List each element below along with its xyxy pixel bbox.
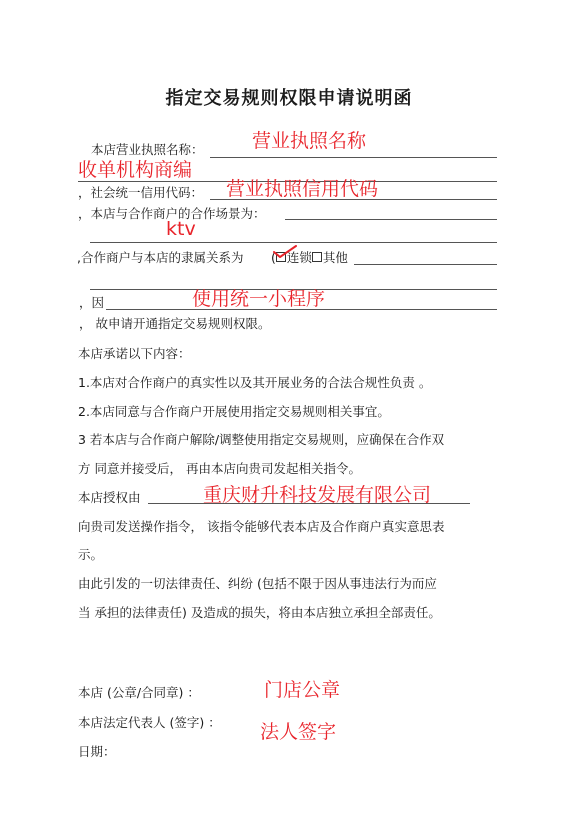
reason-suffix: ， 故申请开通指定交易规则权限。 xyxy=(79,316,271,331)
commitment-item-3-line-1: 3 若本店与合作商户解除/调整使用指定交易规则，应确保在合作双 xyxy=(78,432,445,447)
business-license-line xyxy=(210,157,497,158)
store-seal-label: 本店 (公章/合同章) ： xyxy=(78,685,200,700)
annotation-authorized-company: 重庆财升科技发展有限公司 xyxy=(203,484,432,506)
page-title: 指定交易规则权限申请说明函 xyxy=(165,88,413,109)
liability-line-2: 当 承担的法律责任) 及造成的损失，将由本店独立承担全部责任。 xyxy=(78,605,441,620)
paren-open: ( xyxy=(271,250,276,265)
liability-line-1: 由此引发的一切法律责任、纠纷 (包括不限于因从事违法行为而应 xyxy=(78,576,437,591)
reason-prefix: ，因 xyxy=(79,295,105,310)
annotation-store-seal: 门店公章 xyxy=(264,679,341,701)
credit-code-label: ，社会统一信用代码： xyxy=(78,185,204,200)
scene-line-2 xyxy=(90,242,497,243)
commitment-item-1: 1.本店对合作商户的真实性以及其开展业务的合法合规性负责 。 xyxy=(78,375,432,390)
annotation-reason: 使用统一小程序 xyxy=(192,288,326,310)
commitment-item-3-line-2: 方 同意并接受后， 再由本店向贵司发起相关指令。 xyxy=(78,461,361,476)
annotation-rep-signature: 法人签字 xyxy=(260,721,337,743)
annotation-scene: ktv xyxy=(166,218,196,240)
authorization-prefix: 本店授权由 xyxy=(78,490,141,505)
commitment-item-2: 2.本店同意与合作商户开展使用指定交易规则相关事宜。 xyxy=(78,404,390,419)
relation-option-other: 其他 xyxy=(322,250,348,265)
authorization-line-2: 向贵司发送操作指令， 该指令能够代表本店及合作商户真实意思表 xyxy=(78,519,445,534)
checkmark-icon xyxy=(272,244,298,260)
legal-rep-label: 本店法定代表人 (签字) ： xyxy=(78,715,221,730)
checkbox-other[interactable] xyxy=(312,252,322,262)
relation-line xyxy=(354,264,497,265)
annotation-credit-code: 营业执照信用代码 xyxy=(226,178,379,200)
business-license-label: 本店营业执照名称： xyxy=(91,142,204,157)
scene-label: ，本店与合作商户的合作场景为： xyxy=(78,206,266,221)
date-label: 日期： xyxy=(78,744,116,759)
commitment-heading: 本店承诺以下内容： xyxy=(78,346,191,361)
relation-label: ,合作商户与本店的隶属关系为 xyxy=(77,250,244,265)
relation-option-chain: 连锁 xyxy=(286,250,312,265)
annotation-acquirer-name: 收单机构商编 xyxy=(78,159,193,181)
scene-line xyxy=(285,219,497,220)
authorization-line-3: 示。 xyxy=(78,547,104,562)
annotation-license-name: 营业执照名称 xyxy=(252,130,367,152)
